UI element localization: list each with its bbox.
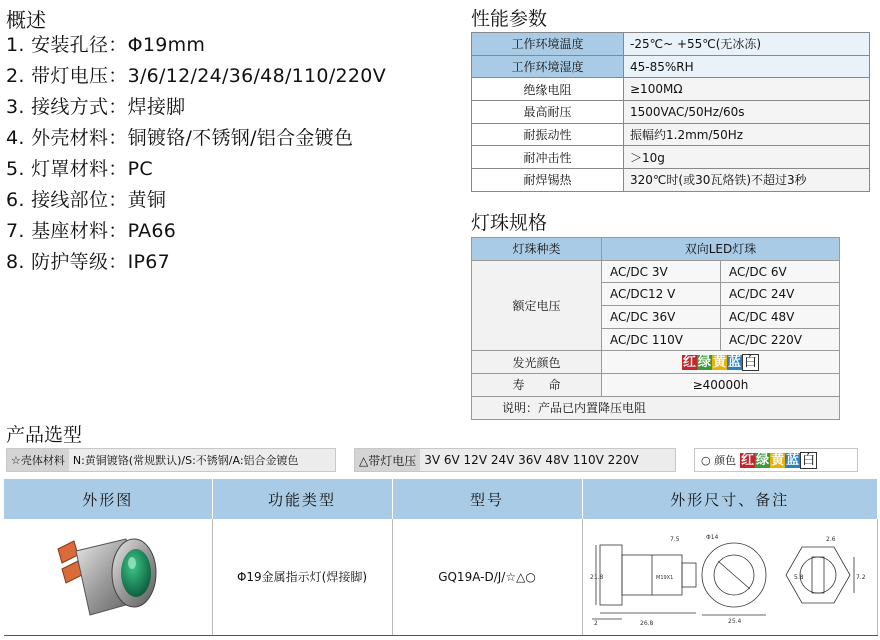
table-row <box>472 260 840 283</box>
header-shape: 外形图 <box>4 479 212 519</box>
dimension-label: M19X1 <box>655 575 674 582</box>
spec-key: 绝缘电阻 <box>472 78 624 101</box>
shell-material-tag: ☆壳体材料 <box>7 449 69 471</box>
function-cell: Φ19金属指示灯(焊接脚) <box>212 519 392 635</box>
spec-value: ＞10g <box>624 146 870 169</box>
product-image-cell <box>4 519 212 635</box>
voltage-tag: △带灯电压 <box>355 449 420 471</box>
color-label: 发光颜色 <box>472 351 602 374</box>
voltage-cell: AC/DC 110V <box>602 328 721 351</box>
life-label: 寿 命 <box>472 374 602 397</box>
color-chips <box>602 351 840 374</box>
overview-item: 4. 外壳材料：铜镀铬/不锈钢/铝合金镀色 <box>6 127 354 149</box>
voltage-cell: AC/DC 3V <box>602 260 721 283</box>
table-row <box>472 146 870 169</box>
spec-key: 工作环境温度 <box>472 33 624 56</box>
dimension-label: 7.5 <box>669 536 680 544</box>
product-image <box>48 521 168 629</box>
table-row <box>472 101 870 124</box>
spec-value: ≥100MΩ <box>624 78 870 101</box>
voltage-options: 3V 6V 12V 24V 36V 48V 110V 220V <box>424 453 639 467</box>
dimension-label: 7.2 <box>855 574 866 582</box>
voltage-cell: AC/DC 24V <box>721 283 840 306</box>
table-row <box>472 55 870 78</box>
color-chip-blue: 蓝 <box>786 452 800 468</box>
voltage-cell: AC/DC12 V <box>602 283 721 306</box>
color-chip-yellow: 黄 <box>771 452 785 468</box>
spec-key: 工作环境湿度 <box>472 55 624 78</box>
spec-value: 1500VAC/50Hz/60s <box>624 101 870 124</box>
spec-value: 振幅约1.2mm/50Hz <box>624 123 870 146</box>
voltage-bar <box>354 448 676 472</box>
color-chip-green: 绿 <box>756 452 770 468</box>
performance-title: 性能参数 <box>471 8 548 30</box>
led-type-header: 灯珠种类 <box>472 238 602 261</box>
table-row <box>472 238 840 261</box>
model-cell: GQ19A-D/J/☆△○ <box>392 519 582 635</box>
voltage-label: 额定电压 <box>472 260 602 351</box>
color-chip-red: 红 <box>741 452 755 468</box>
voltage-cell: AC/DC 48V <box>721 306 840 329</box>
table-row <box>472 351 840 374</box>
table-header-row <box>4 479 878 519</box>
table-row <box>472 33 870 56</box>
dimension-label: Φ14 <box>705 534 719 542</box>
dimension-label: 2.6 <box>825 536 836 544</box>
table-row <box>472 396 840 419</box>
spec-key: 耐冲击性 <box>472 146 624 169</box>
spec-value: 320℃时(或30瓦烙铁)不超过3秒 <box>624 169 870 192</box>
shell-material-options: N:黄铜镀铬(常规默认)/S:不锈钢/A:铝合金镀色 <box>72 454 299 467</box>
table-row <box>472 123 870 146</box>
shell-material-bar <box>6 448 336 472</box>
spec-value: 45-85%RH <box>624 55 870 78</box>
dimension-drawing <box>588 521 872 629</box>
table-row <box>472 78 870 101</box>
dimension-label: 5.8 <box>793 574 804 582</box>
dimension-label: 25.4 <box>727 618 742 626</box>
led-type-value: 双向LED灯珠 <box>602 238 840 261</box>
table-row <box>472 169 870 192</box>
life-value: ≥40000h <box>602 374 840 397</box>
dimension-label: 26.8 <box>639 620 654 628</box>
dimension-drawing-cell <box>582 519 878 635</box>
voltage-cell: AC/DC 220V <box>721 328 840 351</box>
color-chip-blue: 蓝 <box>728 354 742 370</box>
led-spec-title: 灯珠规格 <box>471 212 548 234</box>
spec-key: 最高耐压 <box>472 101 624 124</box>
color-bar <box>694 448 858 472</box>
overview-item: 2. 带灯电压：3/6/12/24/36/48/110/220V <box>6 65 386 87</box>
color-chip-white: 白 <box>802 452 816 468</box>
led-spec-table <box>471 237 840 420</box>
overview-item: 8. 防护等级：IP67 <box>6 251 171 273</box>
header-function: 功能类型 <box>212 479 392 519</box>
spec-key: 耐振动性 <box>472 123 624 146</box>
color-chip-red: 红 <box>682 354 696 370</box>
overview-item: 3. 接线方式：焊接脚 <box>6 96 186 118</box>
product-table <box>4 479 878 636</box>
performance-table <box>471 32 870 192</box>
voltage-cell: AC/DC 36V <box>602 306 721 329</box>
color-chip-yellow: 黄 <box>712 354 726 370</box>
overview-title: 概述 <box>6 8 46 32</box>
spec-value: -25℃~ +55℃(无冰冻) <box>624 33 870 56</box>
table-row <box>4 519 878 635</box>
dimension-label: 2 <box>593 620 598 628</box>
overview-item: 6. 接线部位：黄铜 <box>6 189 167 211</box>
header-model: 型号 <box>392 479 582 519</box>
overview-list <box>6 36 386 284</box>
header-dimensions: 外形尺寸、备注 <box>582 479 878 519</box>
color-tag: ○ 颜色 <box>701 454 737 467</box>
color-chip-white: 白 <box>744 354 758 370</box>
overview-item: 5. 灯罩材料：PC <box>6 158 153 180</box>
color-chip-green: 绿 <box>697 354 711 370</box>
spec-key: 耐焊锡热 <box>472 169 624 192</box>
overview-item: 1. 安装孔径：Φ19mm <box>6 34 206 56</box>
overview-item: 7. 基座材料：PA66 <box>6 220 177 242</box>
voltage-cell: AC/DC 6V <box>721 260 840 283</box>
table-row <box>472 374 840 397</box>
led-note: 说明：产品已内置降压电阻 <box>472 396 840 419</box>
selection-title: 产品选型 <box>6 424 83 446</box>
dimension-label: 21.8 <box>589 574 604 582</box>
